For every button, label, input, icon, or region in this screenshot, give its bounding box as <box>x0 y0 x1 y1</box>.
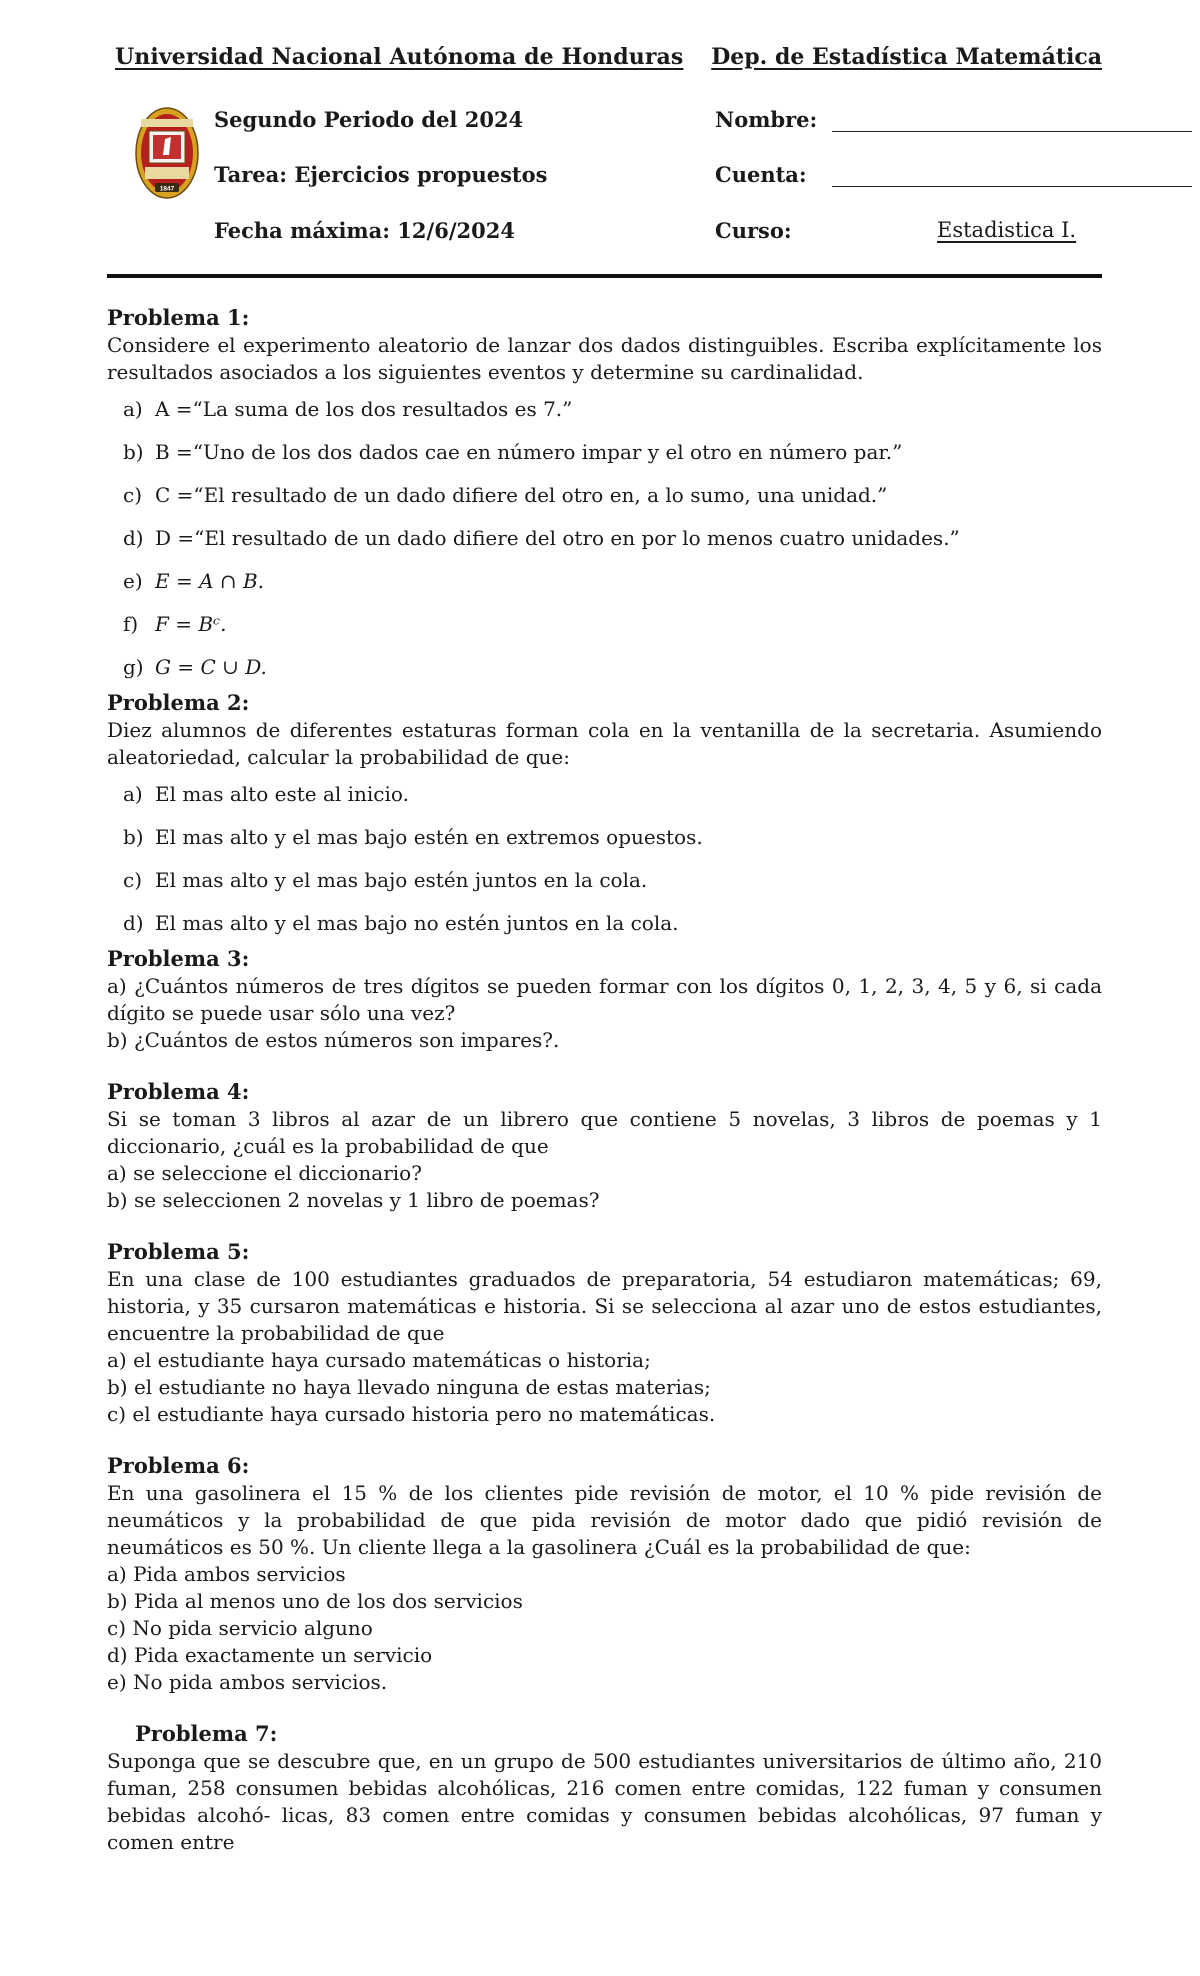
problem-title: Problema 1: <box>107 305 250 330</box>
list-item: c) C =“El resultado de un dado difiere del otro en, a lo sumo, una unidad.” <box>123 483 888 507</box>
problem-statement: Considere el experimento aleatorio de lanzar dos dados distinguibles. Escriba explícitamente los resultados asociados a los siguientes eventos y determine su cardinalidad. <box>107 333 1102 384</box>
problem-items <box>107 781 1102 937</box>
header-row-1 <box>107 107 1192 137</box>
name-label: Nombre: <box>715 107 818 132</box>
problem-line: a) el estudiante haya cursado matemáticas o historia; <box>107 1348 651 1372</box>
problem-line: b) Pida al menos uno de los dos servicios <box>107 1589 523 1613</box>
problem-7 <box>107 1720 1102 1856</box>
account-label: Cuenta: <box>715 162 807 187</box>
account-blank-line[interactable] <box>832 186 1192 187</box>
problem-title: Problema 6: <box>107 1453 250 1478</box>
list-item: g) G = C ∪ D. <box>123 655 267 679</box>
header-top <box>107 44 1102 74</box>
problem-4 <box>107 1078 1102 1214</box>
problem-line: Suponga que se descubre que, en un grupo de 500 estudiantes universitarios de último año, 210 fuman, 258 consumen bebidas alcohólicas, 216 comen entre comidas, 122 fuman y consumen bebidas alcohó- licas, 83 comen entre comidas y consumen bebidas alcohólicas, 97 fuman y comen entre <box>107 1749 1102 1854</box>
problem-title: Problema 4: <box>107 1079 250 1104</box>
problem-line: d) Pida exactamente un servicio <box>107 1643 433 1667</box>
task-title: Tarea: Ejercicios propuestos <box>214 162 548 187</box>
problem-statement: Diez alumnos de diferentes estaturas forman cola en la ventanilla de la secretaria. Asumiendo aleatoriedad, calcular la probabilidad de que: <box>107 718 1102 769</box>
problem-line: b) ¿Cuántos de estos números son impares?. <box>107 1028 560 1052</box>
problem-1 <box>107 304 1102 681</box>
name-blank-line[interactable] <box>832 131 1192 132</box>
list-item: b) El mas alto y el mas bajo estén en extremos opuestos. <box>123 825 703 849</box>
document-page <box>107 0 1102 1976</box>
problem-line: b) el estudiante no haya llevado ninguna de estas materias; <box>107 1375 711 1399</box>
list-item: a) El mas alto este al inicio. <box>123 782 409 806</box>
problem-title: Problema 3: <box>107 946 250 971</box>
due-date: Fecha máxima: 12/6/2024 <box>214 218 515 243</box>
problem-line: En una clase de 100 estudiantes graduados de preparatoria, 54 estudiaron matemáticas; 69, historia, y 35 cursaron matemáticas e historia. Si se selecciona al azar uno de estos estudiantes, encuentre la probabilidad de que <box>107 1267 1102 1345</box>
problem-title: Problema 2: <box>107 690 250 715</box>
problem-line: c) No pida servicio alguno <box>107 1616 373 1640</box>
problem-6 <box>107 1452 1102 1696</box>
problem-line: En una gasolinera el 15 % de los clientes pide revisión de motor, el 10 % pide revisión de neumáticos y la probabilidad de que pida revisión de motor dado que pidió revisión de neumáticos es 50 %. Un cliente llega a la gasolinera ¿Cuál es la probabilidad de que: <box>107 1481 1102 1559</box>
problem-5 <box>107 1238 1102 1428</box>
problem-line: a) se seleccione el diccionario? <box>107 1161 422 1185</box>
problem-3 <box>107 945 1102 1054</box>
header-row-2 <box>107 162 1192 192</box>
list-item: b) B =“Uno de los dos dados cae en número impar y el otro en número par.” <box>123 440 903 464</box>
problem-title: Problema 7: <box>135 1721 278 1746</box>
problem-items <box>107 396 1102 681</box>
course-label: Curso: <box>715 218 792 243</box>
list-item: d) El mas alto y el mas bajo no estén juntos en la cola. <box>123 911 679 935</box>
problem-title: Problema 5: <box>107 1239 250 1264</box>
list-item: f) F = Bᶜ. <box>123 612 227 636</box>
problem-2 <box>107 689 1102 937</box>
problem-line: a) ¿Cuántos números de tres dígitos se pueden formar con los dígitos 0, 1, 2, 3, 4, 5 y 6, si cada dígito se puede usar sólo una vez? <box>107 974 1102 1025</box>
problem-line: a) Pida ambos servicios <box>107 1562 346 1586</box>
problem-line: c) el estudiante haya cursado historia pero no matemáticas. <box>107 1402 716 1426</box>
university-name: Universidad Nacional Autónoma de Honduras <box>115 44 684 70</box>
problem-line: Si se toman 3 libros al azar de un librero que contiene 5 novelas, 3 libros de poemas y 1 diccionario, ¿cuál es la probabilidad de que <box>107 1107 1102 1158</box>
problem-line: e) No pida ambos servicios. <box>107 1670 388 1694</box>
period: Segundo Periodo del 2024 <box>214 107 524 132</box>
header-row-3 <box>107 218 1192 248</box>
list-item: d) D =“El resultado de un dado difiere del otro en por lo menos cuatro unidades.” <box>123 526 960 550</box>
problems-content <box>107 304 1102 1864</box>
problem-line: b) se seleccionen 2 novelas y 1 libro de poemas? <box>107 1188 600 1212</box>
course-value: Estadistica I. <box>937 218 1077 242</box>
header-divider <box>107 274 1102 278</box>
seal-year: 1847 <box>159 185 175 193</box>
list-item: a) A =“La suma de los dos resultados es 7.” <box>123 397 573 421</box>
department-name: Dep. de Estadística Matemática <box>711 44 1102 70</box>
list-item: e) E = A ∩ B. <box>123 569 265 593</box>
list-item: c) El mas alto y el mas bajo estén juntos en la cola. <box>123 868 648 892</box>
